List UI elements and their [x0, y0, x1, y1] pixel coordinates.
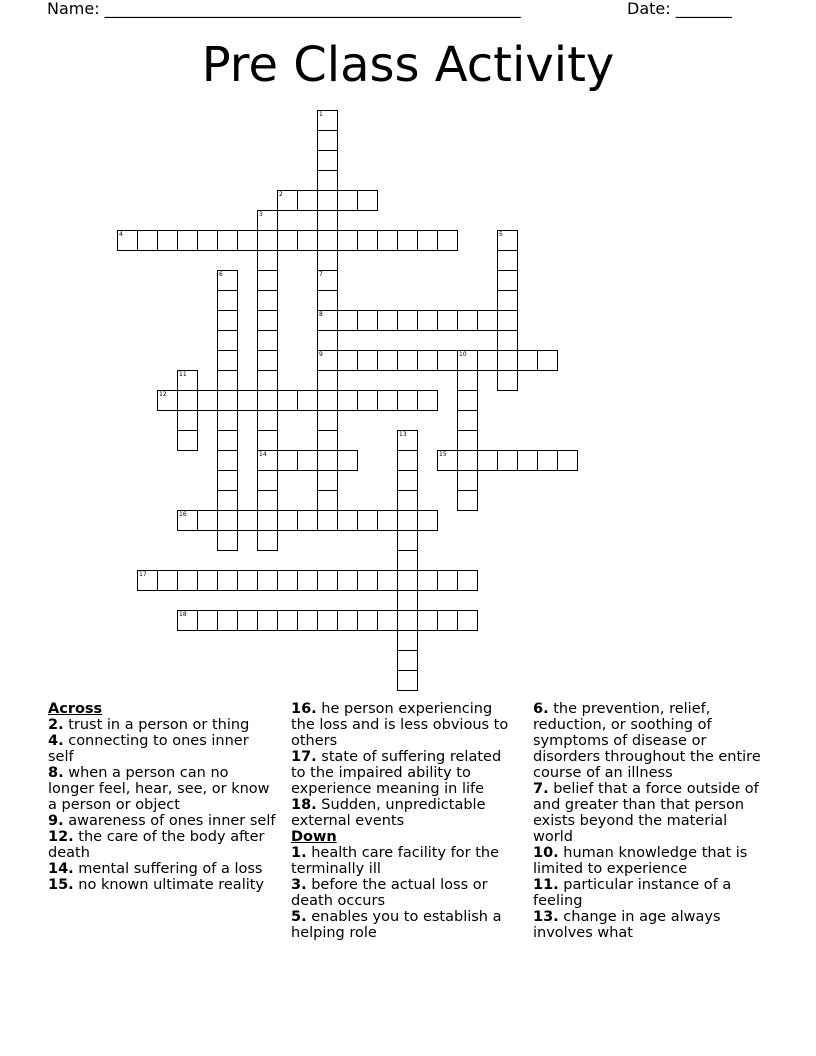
- crossword-cell[interactable]: [337, 230, 358, 251]
- crossword-cell[interactable]: [237, 230, 258, 251]
- crossword-cell[interactable]: [437, 450, 458, 471]
- crossword-cell[interactable]: [257, 210, 278, 231]
- crossword-cell[interactable]: [317, 170, 338, 191]
- crossword-cell[interactable]: [217, 390, 238, 411]
- cell-number: 11: [179, 371, 187, 378]
- crossword-cell[interactable]: [497, 290, 518, 311]
- crossword-cell[interactable]: [217, 410, 238, 431]
- crossword-cell[interactable]: [317, 470, 338, 491]
- clue-across-16: 16. he person experiencing the loss and is less obvious to others: [291, 701, 509, 749]
- crossword-cell[interactable]: [457, 410, 478, 431]
- crossword-cell[interactable]: [317, 130, 338, 151]
- crossword-cell[interactable]: [317, 430, 338, 451]
- crossword-cell[interactable]: [337, 350, 358, 371]
- crossword-cell[interactable]: [497, 330, 518, 351]
- crossword-cell[interactable]: [177, 410, 198, 431]
- crossword-cell[interactable]: [217, 510, 238, 531]
- clue-column-2: [291, 701, 519, 941]
- crossword-cell[interactable]: [317, 510, 338, 531]
- crossword-cell[interactable]: [317, 290, 338, 311]
- crossword-cell[interactable]: [237, 510, 258, 531]
- crossword-cell[interactable]: [317, 490, 338, 511]
- crossword-cell[interactable]: [437, 610, 458, 631]
- crossword-cell[interactable]: [217, 470, 238, 491]
- crossword-cell[interactable]: [297, 510, 318, 531]
- crossword-cell[interactable]: [257, 310, 278, 331]
- crossword-cell[interactable]: [297, 230, 318, 251]
- cell-number: 8: [319, 311, 323, 318]
- crossword-cell[interactable]: [317, 350, 338, 371]
- crossword-cell[interactable]: [317, 250, 338, 271]
- crossword-cell[interactable]: [517, 350, 538, 371]
- cell-number: 10: [459, 351, 467, 358]
- crossword-cell[interactable]: [497, 270, 518, 291]
- crossword-cell[interactable]: [317, 230, 338, 251]
- crossword-cell[interactable]: [397, 630, 418, 651]
- crossword-cell[interactable]: [177, 610, 198, 631]
- crossword-cell[interactable]: [457, 370, 478, 391]
- clue-down-1: 1. health care facility for the terminally ill: [291, 845, 500, 877]
- crossword-cell[interactable]: [317, 310, 338, 331]
- crossword-cell[interactable]: [377, 310, 398, 331]
- crossword-cell[interactable]: [497, 230, 518, 251]
- crossword-cell[interactable]: [357, 570, 378, 591]
- crossword-cell[interactable]: [197, 510, 218, 531]
- crossword-cell[interactable]: [257, 270, 278, 291]
- crossword-cell[interactable]: [397, 670, 418, 691]
- crossword-cell[interactable]: [217, 290, 238, 311]
- crossword-cell[interactable]: [377, 610, 398, 631]
- crossword-cell[interactable]: [337, 570, 358, 591]
- crossword-cell[interactable]: [397, 650, 418, 671]
- cell-number: 7: [319, 271, 323, 278]
- crossword-cell[interactable]: [437, 230, 458, 251]
- crossword-cell[interactable]: [357, 310, 378, 331]
- clue-across-4: 4. connecting to ones inner self: [48, 733, 249, 765]
- crossword-cell[interactable]: [177, 430, 198, 451]
- crossword-cell[interactable]: [217, 230, 238, 251]
- crossword-cell[interactable]: [457, 570, 478, 591]
- crossword-cell[interactable]: [297, 610, 318, 631]
- crossword-cell[interactable]: [397, 550, 418, 571]
- crossword-cell[interactable]: [437, 350, 458, 371]
- clue-across-2: 2. trust in a person or thing: [48, 717, 250, 733]
- cell-number: 5: [499, 231, 503, 238]
- cell-number: 2: [279, 191, 283, 198]
- crossword-cell[interactable]: [257, 530, 278, 551]
- cell-number: 12: [159, 391, 167, 398]
- crossword-cell[interactable]: [277, 190, 298, 211]
- crossword-cell[interactable]: [197, 610, 218, 631]
- crossword-cell[interactable]: [377, 350, 398, 371]
- crossword-cell[interactable]: [177, 570, 198, 591]
- crossword-cell[interactable]: [337, 190, 358, 211]
- crossword-cell[interactable]: [257, 450, 278, 471]
- cell-number: 4: [119, 231, 123, 238]
- crossword-cell[interactable]: [337, 450, 358, 471]
- crossword-cell[interactable]: [217, 530, 238, 551]
- clue-across-14: 14. mental suffering of a loss: [48, 861, 263, 877]
- crossword-cell[interactable]: [377, 230, 398, 251]
- crossword-cell[interactable]: [317, 410, 338, 431]
- crossword-cell[interactable]: [457, 450, 478, 471]
- cell-number: 13: [399, 431, 407, 438]
- crossword-cell[interactable]: [217, 330, 238, 351]
- crossword-cell[interactable]: [157, 390, 178, 411]
- crossword-cell[interactable]: [217, 490, 238, 511]
- crossword-cell[interactable]: [257, 390, 278, 411]
- crossword-cell[interactable]: [457, 470, 478, 491]
- crossword-cell[interactable]: [257, 250, 278, 271]
- crossword-cell[interactable]: [177, 510, 198, 531]
- crossword-cell[interactable]: [177, 230, 198, 251]
- crossword-cell[interactable]: [257, 570, 278, 591]
- crossword-cell[interactable]: [317, 450, 338, 471]
- crossword-cell[interactable]: [357, 230, 378, 251]
- crossword-cell[interactable]: [317, 150, 338, 171]
- crossword-cell[interactable]: [157, 230, 178, 251]
- cell-number: 6: [219, 271, 223, 278]
- crossword-cell[interactable]: [377, 510, 398, 531]
- crossword-cell[interactable]: [217, 270, 238, 291]
- page-title: Pre Class Activity: [201, 37, 615, 93]
- crossword-cell[interactable]: [477, 450, 498, 471]
- crossword-cell[interactable]: [397, 310, 418, 331]
- crossword-cell[interactable]: [457, 430, 478, 451]
- crossword-cell[interactable]: [357, 610, 378, 631]
- crossword-cell[interactable]: [437, 310, 458, 331]
- crossword-cell[interactable]: [217, 350, 238, 371]
- crossword-cell[interactable]: [217, 570, 238, 591]
- crossword-cell[interactable]: [257, 290, 278, 311]
- crossword-cell[interactable]: [457, 610, 478, 631]
- crossword-cell[interactable]: [397, 390, 418, 411]
- clue-across-9: 9. awareness of ones inner self: [48, 813, 276, 829]
- crossword-cell[interactable]: [417, 510, 438, 531]
- crossword-cell[interactable]: [397, 430, 418, 451]
- cell-number: 16: [179, 511, 187, 518]
- clue-across-8: 8. when a person can no longer feel, hear, see, or know a person or object: [48, 765, 270, 813]
- crossword-cell[interactable]: [457, 350, 478, 371]
- crossword-cell[interactable]: [517, 450, 538, 471]
- crossword-cell[interactable]: [217, 610, 238, 631]
- clue-down-3: 3. before the actual loss or death occurs: [291, 877, 488, 909]
- crossword-cell[interactable]: [417, 350, 438, 371]
- crossword-cell[interactable]: [317, 110, 338, 131]
- cell-number: 18: [179, 611, 187, 618]
- cell-number: 3: [259, 211, 263, 218]
- clue-across-12: 12. the care of the body after death: [48, 829, 265, 861]
- crossword-cell[interactable]: [317, 570, 338, 591]
- crossword-cell[interactable]: [497, 250, 518, 271]
- cell-number: 9: [319, 351, 323, 358]
- crossword-cell[interactable]: [397, 450, 418, 471]
- crossword-cell[interactable]: [477, 310, 498, 331]
- crossword-cell[interactable]: [437, 570, 458, 591]
- cell-number: 1: [319, 111, 323, 118]
- crossword-cell[interactable]: [257, 490, 278, 511]
- crossword-cell[interactable]: [157, 570, 178, 591]
- crossword-cell[interactable]: [357, 390, 378, 411]
- clue-down-6: 6. the prevention, relief, reduction, or soothing of symptoms of disease or disorders throughout the entire course of an illness: [533, 701, 761, 781]
- crossword-cell[interactable]: [177, 390, 198, 411]
- crossword-cell[interactable]: [297, 570, 318, 591]
- crossword-cell[interactable]: [357, 510, 378, 531]
- crossword-cell[interactable]: [357, 350, 378, 371]
- crossword-cell[interactable]: [317, 370, 338, 391]
- crossword-cell[interactable]: [397, 510, 418, 531]
- crossword-cell[interactable]: [277, 450, 298, 471]
- crossword-cell[interactable]: [397, 610, 418, 631]
- crossword-cell[interactable]: [377, 390, 398, 411]
- crossword-cell[interactable]: [497, 370, 518, 391]
- crossword-cell[interactable]: [257, 370, 278, 391]
- crossword-cell[interactable]: [277, 610, 298, 631]
- clue-down-10: 10. human knowledge that is limited to experience: [533, 845, 748, 877]
- crossword-cell[interactable]: [197, 230, 218, 251]
- crossword-cell[interactable]: [557, 450, 578, 471]
- crossword-cell[interactable]: [257, 610, 278, 631]
- crossword-cell[interactable]: [377, 570, 398, 591]
- crossword-cell[interactable]: [457, 390, 478, 411]
- crossword-cell[interactable]: [197, 390, 218, 411]
- clue-across-18: 18. Sudden, unpredictable external events: [291, 797, 486, 829]
- crossword-cell[interactable]: [537, 450, 558, 471]
- crossword-cell[interactable]: [337, 310, 358, 331]
- crossword-cell[interactable]: [317, 390, 338, 411]
- crossword-cell[interactable]: [317, 210, 338, 231]
- crossword-cell[interactable]: [337, 610, 358, 631]
- crossword-cell[interactable]: [397, 490, 418, 511]
- cell-number: 15: [439, 451, 447, 458]
- crossword-cell[interactable]: [497, 450, 518, 471]
- crossword-cell[interactable]: [257, 510, 278, 531]
- crossword-cell[interactable]: [397, 230, 418, 251]
- crossword-cell[interactable]: [257, 330, 278, 351]
- crossword-cell[interactable]: [277, 570, 298, 591]
- crossword-cell[interactable]: [257, 230, 278, 251]
- crossword-cell[interactable]: [417, 570, 438, 591]
- crossword-cell[interactable]: [397, 470, 418, 491]
- crossword-cell[interactable]: [177, 370, 198, 391]
- crossword-cell[interactable]: [117, 230, 138, 251]
- crossword-cell[interactable]: [317, 330, 338, 351]
- crossword-cell[interactable]: [217, 450, 238, 471]
- clue-down-7: 7. belief that a force outside of and greater than that person exists beyond the material world: [533, 781, 759, 845]
- clue-down-13: 13. change in age always involves what: [533, 909, 721, 941]
- crossword-cell[interactable]: [497, 310, 518, 331]
- cell-number: 14: [259, 451, 267, 458]
- crossword-cell[interactable]: [417, 230, 438, 251]
- crossword-cell[interactable]: [317, 270, 338, 291]
- crossword-cell[interactable]: [297, 390, 318, 411]
- down-heading: Down: [291, 829, 337, 845]
- clue-column-3: [533, 701, 765, 941]
- crossword-cell[interactable]: [257, 430, 278, 451]
- crossword-cell[interactable]: [237, 390, 258, 411]
- crossword-cell[interactable]: [317, 190, 338, 211]
- crossword-cell[interactable]: [417, 390, 438, 411]
- name-field-line: Name: ____________________________________________________: [47, 0, 521, 18]
- crossword-cell[interactable]: [457, 490, 478, 511]
- crossword-cell[interactable]: [397, 570, 418, 591]
- crossword-cell[interactable]: [297, 190, 318, 211]
- crossword-cell[interactable]: [497, 350, 518, 371]
- crossword-cell[interactable]: [417, 310, 438, 331]
- clue-down-5: 5. enables you to establish a helping role: [291, 909, 502, 941]
- crossword-cell[interactable]: [217, 310, 238, 331]
- crossword-cell[interactable]: [417, 610, 438, 631]
- crossword-cell[interactable]: [297, 450, 318, 471]
- crossword-cell[interactable]: [337, 390, 358, 411]
- crossword-cell[interactable]: [257, 350, 278, 371]
- crossword-cell[interactable]: [477, 350, 498, 371]
- clue-column-1: [48, 701, 276, 893]
- date-field-line: Date: _______: [627, 0, 732, 18]
- crossword-cell[interactable]: [197, 570, 218, 591]
- clue-across-17: 17. state of suffering related to the impaired ability to experience meaning in life: [291, 749, 502, 797]
- crossword-cell[interactable]: [397, 530, 418, 551]
- cell-number: 17: [139, 571, 147, 578]
- crossword-cell[interactable]: [137, 230, 158, 251]
- crossword-cell[interactable]: [397, 590, 418, 611]
- across-heading: Across: [48, 701, 103, 717]
- clue-across-15: 15. no known ultimate reality: [48, 877, 265, 893]
- crossword-cell[interactable]: [277, 510, 298, 531]
- crossword-cell[interactable]: [277, 390, 298, 411]
- crossword-cell[interactable]: [277, 230, 298, 251]
- crossword-cell[interactable]: [397, 350, 418, 371]
- crossword-cell[interactable]: [217, 430, 238, 451]
- crossword-cell[interactable]: [317, 610, 338, 631]
- crossword-cell[interactable]: [137, 570, 158, 591]
- crossword-cell[interactable]: [237, 610, 258, 631]
- crossword-cell[interactable]: [217, 370, 238, 391]
- clue-down-11: 11. particular instance of a feeling: [533, 877, 732, 909]
- crossword-cell[interactable]: [357, 190, 378, 211]
- crossword-cell[interactable]: [257, 410, 278, 431]
- crossword-cell[interactable]: [237, 570, 258, 591]
- crossword-cell[interactable]: [337, 510, 358, 531]
- crossword-cell[interactable]: [457, 310, 478, 331]
- crossword-cell[interactable]: [537, 350, 558, 371]
- crossword-cell[interactable]: [257, 470, 278, 491]
